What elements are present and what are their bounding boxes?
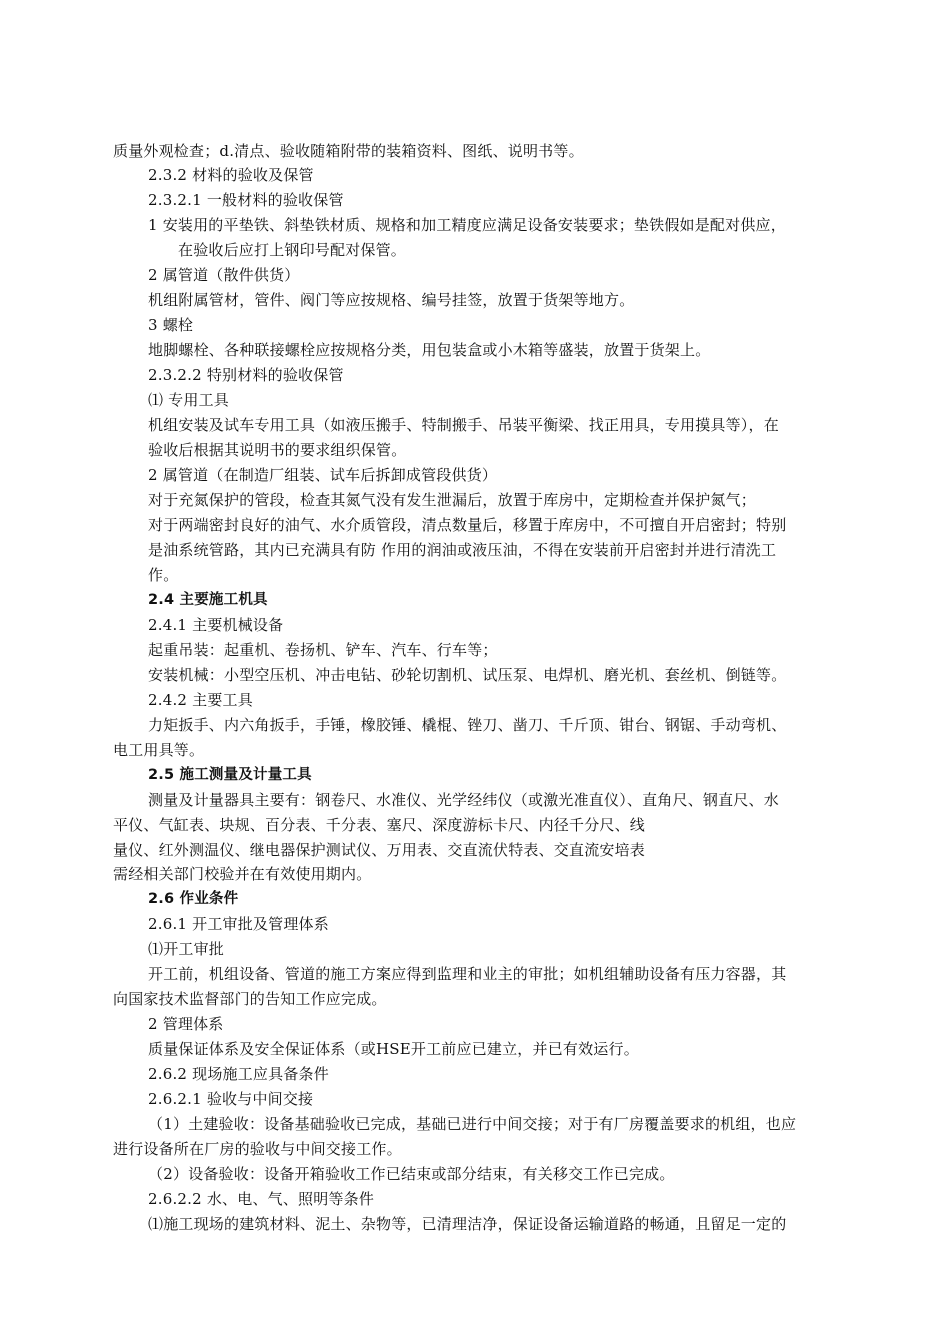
- text-line: 在验收后应打上钢印号配对保管。: [178, 241, 407, 259]
- text-line: 力矩扳手、内六角扳手，手锤，橡胶锤、橇棍、锉刀、凿刀、千斤顶、钳台、钢锯、手动弯机、: [148, 716, 787, 734]
- text-line: 2 属管道（散件供货）: [148, 266, 300, 284]
- text-line: 测量及计量器具主要有：钢卷尺、水准仪、光学经纬仪（或激光准直仪）、直角尺、钢直尺、水: [148, 791, 779, 809]
- text-line: 进行设备所在厂房的验收与中间交接工作。: [113, 1140, 402, 1158]
- text-line: 电工用具等。: [113, 741, 205, 759]
- section-heading: 2.4.1 主要机械设备: [148, 616, 284, 634]
- text-line: ⑴施工现场的建筑材料、泥土、杂物等，已清理洁净，保证设备运输道路的畅通，且留足一定的: [148, 1215, 787, 1233]
- section-heading: 2.6.1 开工审批及管理体系: [148, 915, 329, 933]
- text-line: 1 安装用的平垫铁、斜垫铁材质、规格和加工精度应满足设备安装要求；垫铁假如是配对供应，: [148, 216, 786, 234]
- section-heading: 2.4.2 主要工具: [148, 691, 253, 709]
- text-line: 是油系统管路，其内已充满具有防 作用的润油或液压油，不得在安装前开启密封并进行清洗工: [148, 541, 777, 559]
- text-line: （2）设备验收：设备开箱验收工作已结束或部分结束，有关移交工作已完成。: [148, 1165, 675, 1183]
- section-heading: 2.4 主要施工机具: [148, 592, 268, 608]
- text-line: （1）土建验收：设备基础验收已完成，基础已进行中间交接；对于有厂房覆盖要求的机组，也应: [148, 1115, 797, 1133]
- text-line: 机组附属管材，管件、阀门等应按规格、编号挂签，放置于货架等地方。: [148, 291, 635, 309]
- text-line: ⑴ 专用工具: [148, 391, 229, 409]
- text-line: 机组安装及试车专用工具（如液压搬手、特制搬手、吊装平衡梁、找正用具，专用摸具等），在: [148, 416, 779, 434]
- section-heading: 2.6 作业条件: [148, 891, 239, 907]
- text-line: 安装机械：小型空压机、冲击电钻、砂轮切割机、试压泵、电焊机、磨光机、套丝机、倒链等。: [148, 666, 787, 684]
- text-line: 开工前，机组设备、管道的施工方案应得到监理和业主的审批；如机组辅助设备有压力容器，其: [148, 965, 787, 983]
- text-line: 地脚螺栓、各种联接螺栓应按规格分类，用包装盒或小木箱等盛装，放置于货架上。: [148, 341, 711, 359]
- text-line: 向国家技术监督部门的告知工作应完成。: [113, 990, 387, 1008]
- section-heading: 2.6.2 现场施工应具备条件: [148, 1065, 329, 1083]
- section-heading: 2.3.2 材料的验收及保管: [148, 166, 314, 184]
- text-line: 量仪、红外测温仪、继电器保护测试仪、万用表、交直流伏特表、交直流安培表: [113, 841, 646, 859]
- section-heading: 2.6.2.2 水、电、气、照明等条件: [148, 1190, 375, 1208]
- text-line: 2 管理体系: [148, 1015, 224, 1033]
- text-line: 对于两端密封良好的油气、水介质管段，清点数量后，移置于库房中，不可擅自开启密封；特别: [148, 516, 787, 534]
- text-line: 对于充氮保护的管段，检查其氮气没有发生泄漏后，放置于库房中，定期检查并保护氮气；: [148, 491, 757, 509]
- text-line: 起重吊装：起重机、卷扬机、铲车、汽车、行车等；: [148, 641, 498, 659]
- section-heading: 2.3.2.1 一般材料的验收保管: [148, 191, 344, 209]
- text-line: 验收后根据其说明书的要求组织保管。: [148, 441, 407, 459]
- text-line: 质量外观检查；d.清点、验收随箱附带的装箱资料、图纸、说明书等。: [113, 142, 584, 160]
- section-heading: 2.5 施工测量及计量工具: [148, 767, 312, 783]
- text-line: 作。: [148, 566, 179, 584]
- text-line: 2 属管道（在制造厂组装、试车后拆卸成管段供货）: [148, 466, 498, 484]
- text-line: 质量保证体系及安全保证体系（或HSE开工前应已建立，并已有效运行。: [148, 1040, 639, 1058]
- text-line: ⑴开工审批: [148, 940, 225, 958]
- text-line: 需经相关部门校验并在有效使用期内。: [113, 865, 372, 883]
- text-line: 平仪、气缸表、块规、百分表、千分表、塞尺、深度游标卡尺、内径千分尺、线: [113, 816, 646, 834]
- section-heading: 2.3.2.2 特别材料的验收保管: [148, 366, 344, 384]
- text-line: 3 螺栓: [148, 316, 194, 334]
- section-heading: 2.6.2.1 验收与中间交接: [148, 1090, 314, 1108]
